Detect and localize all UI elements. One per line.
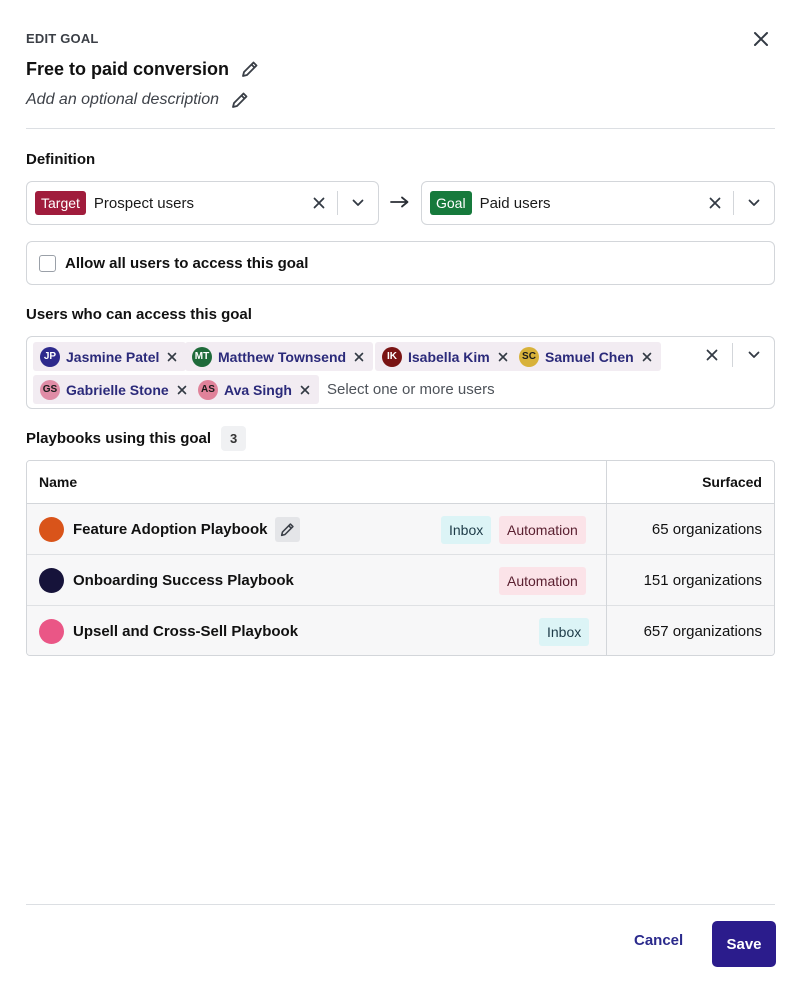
close-icon xyxy=(167,352,177,362)
user-chip-name: Samuel Chen xyxy=(545,348,634,365)
goal-select[interactable] xyxy=(421,181,775,225)
surfaced-count: 65 organizations xyxy=(651,521,762,538)
definition-label: Definition xyxy=(26,151,96,168)
table-row[interactable] xyxy=(27,504,774,555)
user-chip-name: Isabella Kim xyxy=(408,348,490,365)
playbook-color-dot xyxy=(39,517,64,542)
avatar: GS xyxy=(40,380,60,400)
target-dropdown-toggle[interactable] xyxy=(338,182,378,224)
inbox-badge: Inbox xyxy=(441,516,491,544)
avatar: SC xyxy=(519,347,539,367)
users-dropdown-toggle[interactable] xyxy=(741,343,767,367)
playbooks-table xyxy=(26,460,775,656)
edit-title-button[interactable] xyxy=(239,58,261,80)
table-row[interactable] xyxy=(27,555,774,606)
close-icon xyxy=(709,197,721,209)
target-value: Prospect users xyxy=(93,194,194,212)
user-chip[interactable] xyxy=(33,375,196,404)
user-chip[interactable] xyxy=(191,375,319,404)
close-icon xyxy=(313,197,325,209)
user-chip[interactable] xyxy=(512,342,661,371)
separator xyxy=(732,343,733,367)
remove-user-button[interactable] xyxy=(298,383,312,397)
inbox-badge: Inbox xyxy=(539,618,589,646)
title-row xyxy=(26,58,261,80)
chevron-down-icon xyxy=(352,199,364,207)
chevron-down-icon xyxy=(748,199,760,207)
user-chip-name: Ava Singh xyxy=(224,381,292,398)
remove-user-button[interactable] xyxy=(165,350,179,364)
playbook-name: Upsell and Cross-Sell Playbook xyxy=(73,623,299,640)
arrow-right-icon xyxy=(390,194,410,210)
table-header xyxy=(27,461,774,504)
remove-user-button[interactable] xyxy=(496,350,510,364)
playbooks-header xyxy=(26,426,246,451)
users-search-input[interactable]: Select one or more users xyxy=(327,381,495,398)
chevron-down-icon xyxy=(748,351,760,359)
close-icon xyxy=(354,352,364,362)
user-chip[interactable] xyxy=(185,342,373,371)
close-icon xyxy=(753,31,769,47)
automation-badge: Automation xyxy=(499,516,586,544)
edit-description-button[interactable] xyxy=(229,89,251,111)
surfaced-count: 657 organizations xyxy=(643,623,762,640)
avatar: AS xyxy=(198,380,218,400)
playbooks-count-badge: 3 xyxy=(221,426,246,451)
surfaced-count: 151 organizations xyxy=(643,572,762,589)
close-icon xyxy=(498,352,508,362)
allow-all-checkbox[interactable] xyxy=(39,255,56,272)
pencil-icon xyxy=(231,91,249,109)
goal-clear-button[interactable] xyxy=(697,182,733,224)
table-row[interactable] xyxy=(27,606,774,656)
playbook-name: Feature Adoption Playbook xyxy=(73,521,268,538)
close-icon xyxy=(300,385,310,395)
close-icon xyxy=(642,352,652,362)
target-tag: Target xyxy=(35,191,86,215)
description-row xyxy=(26,89,251,111)
dialog-eyebrow: EDIT GOAL xyxy=(26,31,99,46)
goal-tag: Goal xyxy=(430,191,472,215)
close-icon xyxy=(706,349,718,361)
allow-all-option[interactable] xyxy=(26,241,775,285)
remove-user-button[interactable] xyxy=(175,383,189,397)
playbook-color-dot xyxy=(39,568,64,593)
goal-title: Free to paid conversion xyxy=(26,58,230,79)
description-placeholder[interactable]: Add an optional description xyxy=(26,91,220,108)
close-button[interactable] xyxy=(748,26,774,52)
users-clear-button[interactable] xyxy=(699,343,725,367)
user-chip[interactable] xyxy=(33,342,186,371)
pencil-icon xyxy=(280,522,295,537)
user-chip-name: Matthew Townsend xyxy=(218,348,347,365)
remove-user-button[interactable] xyxy=(640,350,654,364)
divider xyxy=(26,128,775,129)
playbook-color-dot xyxy=(39,619,64,644)
save-button[interactable]: Save xyxy=(712,921,776,967)
user-chip-name: Gabrielle Stone xyxy=(66,381,169,398)
target-clear-button[interactable] xyxy=(301,182,337,224)
column-header-surfaced: Surfaced xyxy=(702,474,762,490)
user-chip-name: Jasmine Patel xyxy=(66,348,160,365)
column-divider xyxy=(606,461,607,655)
column-header-name: Name xyxy=(39,474,78,490)
edit-playbook-button[interactable] xyxy=(275,517,300,542)
avatar: JP xyxy=(40,347,60,367)
goal-value: Paid users xyxy=(479,194,551,212)
allow-all-label: Allow all users to access this goal xyxy=(65,254,309,272)
user-chip[interactable] xyxy=(375,342,517,371)
divider xyxy=(26,904,775,905)
goal-dropdown-toggle[interactable] xyxy=(734,182,774,224)
target-select[interactable] xyxy=(26,181,379,225)
avatar: MT xyxy=(192,347,212,367)
automation-badge: Automation xyxy=(499,567,586,595)
cancel-button[interactable]: Cancel xyxy=(634,932,684,949)
access-label: Users who can access this goal xyxy=(26,306,252,323)
pencil-icon xyxy=(241,60,259,78)
remove-user-button[interactable] xyxy=(352,350,366,364)
playbook-name: Onboarding Success Playbook xyxy=(73,572,294,589)
playbooks-label: Playbooks using this goal xyxy=(26,430,212,447)
users-multiselect[interactable] xyxy=(26,336,775,409)
close-icon xyxy=(177,385,187,395)
avatar: IK xyxy=(382,347,402,367)
